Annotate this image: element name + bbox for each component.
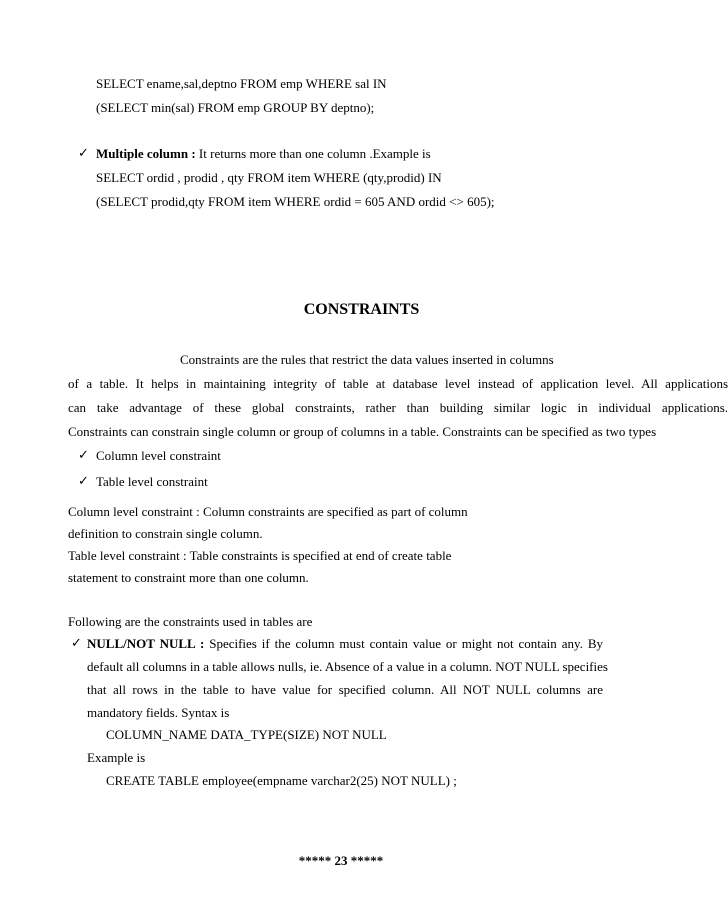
paragraph-line: that all rows in the table to have value for specified column. All NOT NULL columns are [87,682,603,697]
not-null-label: NULL/NOT NULL : [87,636,205,651]
syntax-line: COLUMN_NAME DATA_TYPE(SIZE) NOT NULL [106,727,387,742]
list-item: Column level constraint [96,448,221,463]
sql-line: SELECT ename,sal,deptno FROM emp WHERE sal IN [96,76,387,91]
list-item: Table level constraint [96,474,208,489]
sql-line: SELECT ordid , prodid , qty FROM item WHERE (qty,prodid) IN [96,170,442,185]
not-null-item [87,636,603,652]
section-heading: CONSTRAINTS [303,301,420,318]
paragraph-line: default all columns in a table allows nulls, ie. Absence of a value in a column. NOT NULL specifies [87,659,608,674]
not-null-desc: Specifies if the column must contain value or might not contain any. By [209,636,603,651]
example-label: Example is [87,750,146,765]
multiple-column-desc: It returns more than one column .Example is [195,146,431,161]
checkmark-icon: ✓ [78,474,89,489]
paragraph-line: mandatory fields. Syntax is [87,705,230,720]
example-line: CREATE TABLE employee(empname varchar2(25) NOT NULL) ; [106,773,457,788]
definition-line: Column level constraint : Column constraints are specified as part of column [68,504,468,519]
multiple-column-item [96,146,431,162]
paragraph-line: of a table. It helps in maintaining integrity of table at database level instead of application level. All applications [68,376,728,391]
sql-line: (SELECT prodid,qty FROM item WHERE ordid = 605 AND ordid <> 605); [96,194,495,209]
paragraph-line: Following are the constraints used in tables are [68,614,313,629]
definition-line: statement to constraint more than one column. [68,570,309,585]
checkmark-icon: ✓ [78,146,89,161]
paragraph-line: Constraints are the rules that restrict the data values inserted in columns [180,352,554,367]
paragraph-line: can take advantage of these global constraints, rather than building similar logic in individual applications. [68,400,728,415]
checkmark-icon: ✓ [78,448,89,463]
definition-line: definition to constrain single column. [68,526,263,541]
checkmark-icon: ✓ [71,636,82,651]
page-number: ***** 23 ***** [298,853,384,868]
sql-line: (SELECT min(sal) FROM emp GROUP BY deptno); [96,100,375,115]
paragraph-line: Constraints can constrain single column or group of columns in a table. Constraints can be specified as two types [68,424,657,439]
multiple-column-label: Multiple column : [96,146,196,161]
definition-line: Table level constraint : Table constraints is specified at end of create table [68,548,452,563]
